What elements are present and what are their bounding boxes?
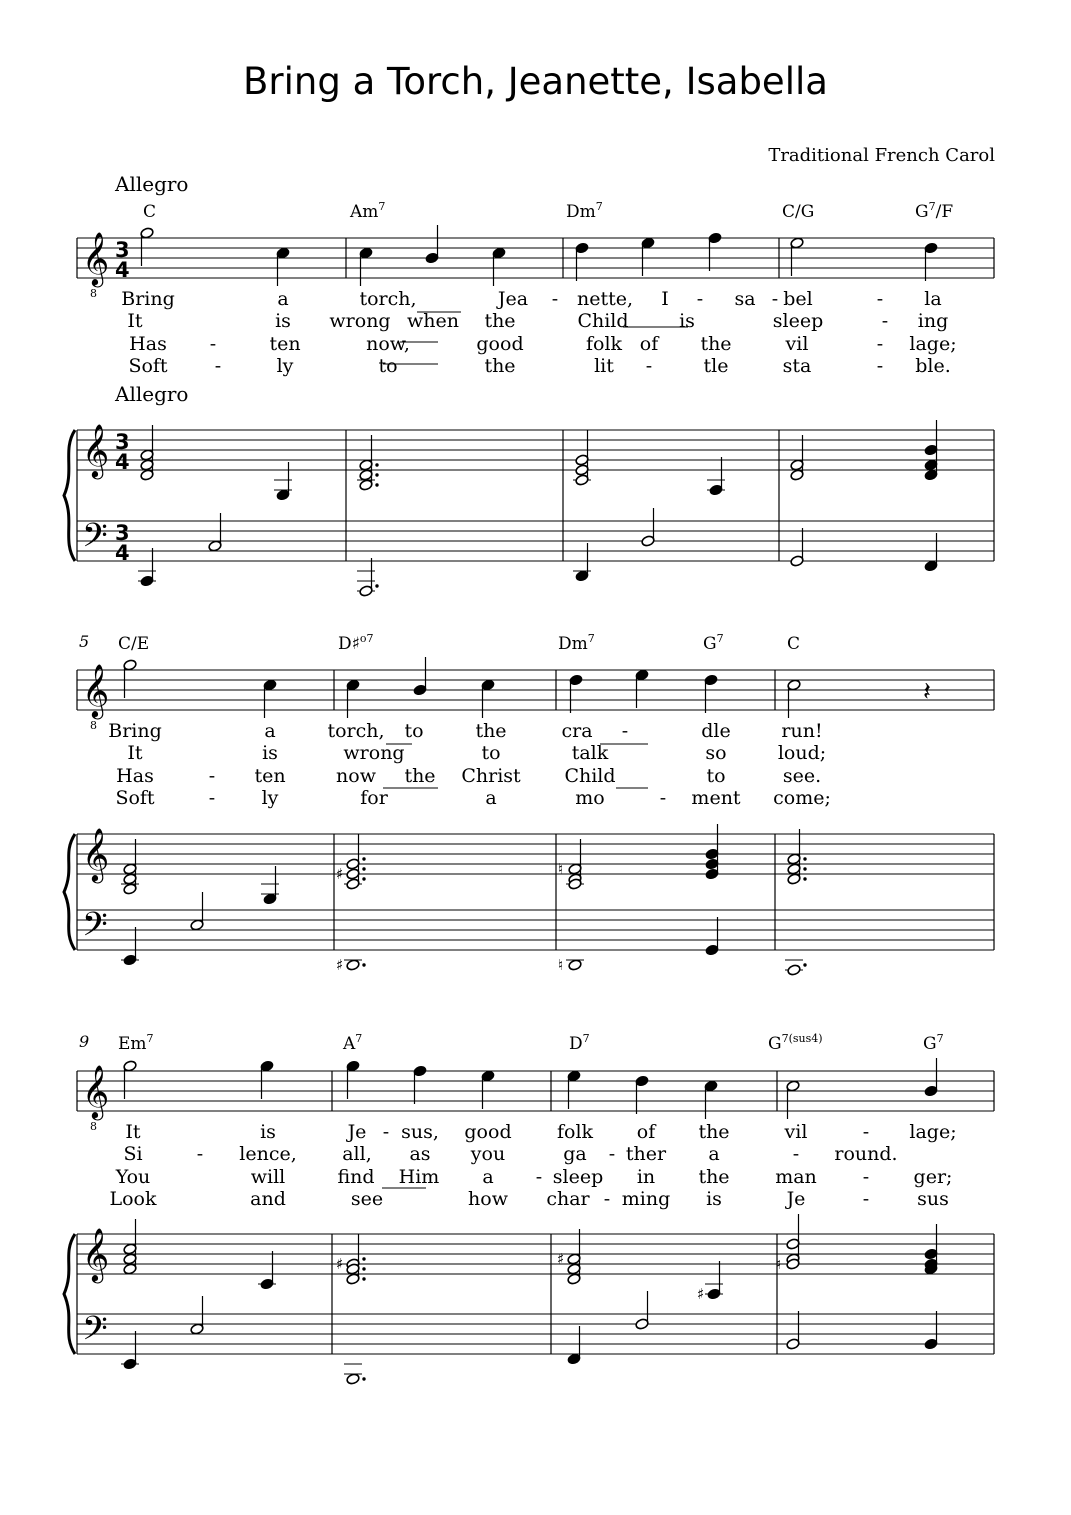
lyric-syllable: is bbox=[260, 1121, 276, 1143]
lyric-syllable: now, bbox=[366, 333, 410, 355]
lyric-syllable: the bbox=[404, 765, 436, 787]
sharp-accidental: ♯ bbox=[336, 1255, 344, 1273]
lyric-syllable: You bbox=[115, 1166, 151, 1188]
lyric-syllable: lage; bbox=[909, 1121, 957, 1143]
lyric-syllable: ly bbox=[276, 355, 294, 377]
lyric-syllable: I bbox=[661, 288, 669, 310]
note-head bbox=[787, 964, 801, 976]
lyric-syllable: dle bbox=[701, 720, 731, 742]
lyric-syllable: - bbox=[792, 1143, 800, 1165]
lyric-syllable: folk bbox=[585, 333, 623, 355]
lyric-syllable: is bbox=[679, 310, 695, 332]
lyric-syllable: the bbox=[484, 355, 516, 377]
lyric-syllable: - bbox=[551, 288, 559, 310]
lyric-syllable: Jea bbox=[497, 288, 529, 310]
tempo-marking-vocal: Allegro bbox=[115, 172, 189, 196]
lyric-syllable: lence, bbox=[239, 1143, 297, 1165]
octave-eight-marker: 8 bbox=[90, 287, 97, 300]
chord-symbol: Dm$^7$ bbox=[566, 200, 603, 222]
treble-clef-icon: 𝄞 bbox=[82, 1227, 110, 1281]
augmentation-dot bbox=[375, 483, 378, 486]
lyric-syllable: - bbox=[214, 355, 222, 377]
lyric-syllable: the bbox=[475, 720, 507, 742]
lyric-syllable: for bbox=[360, 787, 388, 809]
grand-staff-brace bbox=[64, 430, 75, 561]
chord-symbol: $A^7$ bbox=[343, 1032, 363, 1054]
lyric-syllable: sleep bbox=[772, 310, 824, 332]
lyric-syllable: is bbox=[275, 310, 291, 332]
measure-number-9: 9 bbox=[79, 1032, 90, 1051]
lyric-syllable: the bbox=[698, 1121, 730, 1143]
lyric-syllable: - bbox=[209, 333, 217, 355]
note-head bbox=[346, 1373, 360, 1385]
lyric-syllable: - bbox=[382, 1121, 390, 1143]
augmentation-dot bbox=[803, 857, 806, 860]
lyric-syllable: wrong bbox=[343, 742, 405, 764]
measure-number-5: 5 bbox=[79, 632, 90, 651]
lyric-syllable: bel bbox=[783, 288, 813, 310]
chord-symbol: $G^7$ bbox=[923, 1032, 944, 1054]
lyric-syllable: - bbox=[659, 787, 667, 809]
lyric-syllable: to bbox=[404, 720, 424, 742]
chord-symbol: C/E bbox=[118, 634, 150, 654]
lyric-syllable: a bbox=[482, 1166, 494, 1188]
treble-clef-icon: 𝄞 bbox=[82, 231, 110, 285]
treble-clef-icon: 𝄞 bbox=[82, 1064, 110, 1118]
lyric-syllable: Has bbox=[129, 333, 167, 355]
lyric-syllable: sta bbox=[782, 355, 812, 377]
lyric-syllable: now bbox=[336, 765, 376, 787]
composer-credit: Traditional French Carol bbox=[768, 145, 995, 166]
lyric-syllable: ming bbox=[621, 1188, 671, 1210]
lyric-syllable: a bbox=[277, 288, 289, 310]
lyric-syllable: - bbox=[876, 355, 884, 377]
chord-symbol: C/G bbox=[782, 202, 815, 222]
lyric-syllable: - bbox=[862, 1166, 870, 1188]
lyric-syllable: lage; bbox=[909, 333, 957, 355]
sharp-accidental: ♯ bbox=[697, 1285, 705, 1303]
lyric-syllable: good bbox=[476, 333, 524, 355]
lyric-syllable: ten bbox=[254, 765, 286, 787]
chord-symbol: $G^7$ bbox=[703, 632, 724, 654]
lyric-syllable: a bbox=[264, 720, 276, 742]
chord-symbol: $D^7$ bbox=[569, 1032, 590, 1054]
lyric-syllable: Child bbox=[577, 310, 629, 332]
lyric-syllable: vil bbox=[785, 333, 809, 355]
lyric-syllable: Si bbox=[123, 1143, 143, 1165]
augmentation-dot bbox=[375, 473, 378, 476]
augmentation-dot bbox=[803, 963, 806, 966]
lyric-syllable: and bbox=[250, 1188, 286, 1210]
lyric-syllable: the bbox=[484, 310, 516, 332]
chord-symbol: D♯$^{o7}$ bbox=[338, 632, 374, 654]
lyric-syllable: - bbox=[862, 1188, 870, 1210]
sharp-accidental: ♯ bbox=[336, 865, 344, 883]
lyric-syllable: in bbox=[636, 1166, 656, 1188]
chord-symbol: C bbox=[143, 202, 157, 222]
lyric-syllable: as bbox=[409, 1143, 431, 1165]
lyric-syllable: - bbox=[208, 787, 216, 809]
time-signature-bottom: 4 bbox=[115, 450, 130, 474]
lyric-syllable: a bbox=[485, 787, 497, 809]
lyric-syllable: ly bbox=[261, 787, 279, 809]
chord-symbol: Dm$^7$ bbox=[558, 632, 595, 654]
lyric-syllable: good bbox=[464, 1121, 512, 1143]
lyric-syllable: torch, bbox=[327, 720, 385, 742]
augmentation-dot bbox=[362, 1377, 365, 1380]
chord-symbol: C bbox=[787, 634, 801, 654]
grand-staff-brace bbox=[64, 834, 75, 950]
lyric-syllable: Bring bbox=[121, 288, 175, 310]
lyric-syllable: all, bbox=[342, 1143, 372, 1165]
lyric-syllable: torch, bbox=[359, 288, 417, 310]
lyric-syllable: - bbox=[771, 288, 779, 310]
lyric-syllable: Has bbox=[116, 765, 154, 787]
treble-clef-icon: 𝄞 bbox=[82, 663, 110, 717]
lyric-syllable: It bbox=[125, 1121, 141, 1143]
lyric-syllable: ther bbox=[625, 1143, 667, 1165]
bass-clef-icon: 𝄢 bbox=[82, 1310, 108, 1356]
lyric-syllable: tle bbox=[703, 355, 729, 377]
augmentation-dot bbox=[362, 857, 365, 860]
treble-clef-icon: 𝄞 bbox=[82, 423, 110, 477]
lyric-syllable: will bbox=[250, 1166, 286, 1188]
lyric-syllable: to bbox=[706, 765, 726, 787]
lyric-syllable: ten bbox=[269, 333, 301, 355]
note-head bbox=[568, 959, 582, 971]
bass-clef-icon: 𝄢 bbox=[82, 517, 108, 563]
lyric-syllable: how bbox=[468, 1188, 508, 1210]
lyric-syllable: ing bbox=[917, 310, 949, 332]
chord-symbol: Em$^7$ bbox=[118, 1032, 154, 1054]
augmentation-dot bbox=[362, 963, 365, 966]
lyric-syllable: - bbox=[535, 1166, 543, 1188]
lyric-syllable: run! bbox=[781, 720, 823, 742]
lyric-syllable: ger; bbox=[913, 1166, 953, 1188]
lyric-syllable: Je bbox=[347, 1121, 367, 1143]
augmentation-dot bbox=[362, 877, 365, 880]
time-signature-bottom: 4 bbox=[115, 258, 130, 282]
natural-accidental: ♮ bbox=[558, 860, 564, 878]
lyric-syllable: of bbox=[636, 1121, 656, 1143]
sharp-accidental: ♯ bbox=[557, 1250, 565, 1268]
lyric-syllable: - bbox=[208, 765, 216, 787]
lyric-syllable: the bbox=[698, 1166, 730, 1188]
lyric-syllable: It bbox=[127, 310, 143, 332]
time-signature-top: 3 bbox=[115, 521, 130, 545]
lyric-syllable: - bbox=[696, 288, 704, 310]
lyric-syllable: - bbox=[608, 1143, 616, 1165]
lyric-syllable: ment bbox=[691, 787, 741, 809]
lyric-syllable: the bbox=[700, 333, 732, 355]
lyric-syllable: nette, bbox=[576, 288, 634, 310]
lyric-syllable: - bbox=[876, 333, 884, 355]
lyric-syllable: Bring bbox=[108, 720, 162, 742]
lyric-syllable: Je bbox=[786, 1188, 806, 1210]
lyric-syllable: find bbox=[337, 1166, 375, 1188]
chord-symbol: $G^{7(sus4)}$ bbox=[768, 1032, 823, 1054]
lyric-syllable: - bbox=[645, 355, 653, 377]
lyric-syllable: la bbox=[924, 288, 942, 310]
octave-eight-marker: 8 bbox=[90, 1120, 97, 1133]
treble-clef-icon: 𝄞 bbox=[82, 827, 110, 881]
lyric-syllable: folk bbox=[556, 1121, 594, 1143]
tempo-marking-piano: Allegro bbox=[115, 382, 189, 406]
augmentation-dot bbox=[362, 1267, 365, 1270]
lyric-syllable: to bbox=[378, 355, 398, 377]
lyric-syllable: sa bbox=[734, 288, 756, 310]
lyric-syllable: so bbox=[705, 742, 727, 764]
lyric-syllable: wrong bbox=[329, 310, 391, 332]
lyric-syllable: come; bbox=[773, 787, 831, 809]
quarter-rest-icon: 𝄽 bbox=[923, 677, 931, 707]
augmentation-dot bbox=[362, 1277, 365, 1280]
lyric-syllable: vil bbox=[784, 1121, 808, 1143]
augmentation-dot bbox=[362, 1257, 365, 1260]
lyric-syllable: to bbox=[481, 742, 501, 764]
lyric-syllable: sus, bbox=[401, 1121, 439, 1143]
natural-accidental: ♮ bbox=[776, 1255, 782, 1273]
lyric-syllable: sus bbox=[917, 1188, 949, 1210]
lyric-syllable: a bbox=[708, 1143, 720, 1165]
lyric-syllable: talk bbox=[571, 742, 609, 764]
lyric-syllable: It bbox=[127, 742, 143, 764]
lyric-syllable: round. bbox=[834, 1143, 898, 1165]
lyric-syllable: ble. bbox=[915, 355, 951, 377]
lyric-syllable: Look bbox=[109, 1188, 157, 1210]
lyric-syllable: lit bbox=[594, 355, 614, 377]
augmentation-dot bbox=[803, 867, 806, 870]
chord-symbol: Am$^7$ bbox=[350, 200, 386, 222]
natural-accidental: ♮ bbox=[558, 956, 564, 974]
lyric-syllable: when bbox=[407, 310, 459, 332]
note-head bbox=[346, 959, 360, 971]
lyric-syllable: ga bbox=[563, 1143, 587, 1165]
lyric-syllable: char bbox=[546, 1188, 590, 1210]
octave-eight-marker: 8 bbox=[90, 719, 97, 732]
lyric-syllable: - bbox=[621, 720, 629, 742]
augmentation-dot bbox=[375, 463, 378, 466]
lyric-syllable: - bbox=[876, 288, 884, 310]
augmentation-dot bbox=[803, 877, 806, 880]
lyric-syllable: see bbox=[350, 1188, 384, 1210]
lyric-syllable: Him bbox=[398, 1166, 440, 1188]
lyric-syllable: mo bbox=[575, 787, 605, 809]
lyric-syllable: - bbox=[862, 1121, 870, 1143]
augmentation-dot bbox=[362, 867, 365, 870]
lyric-syllable: see. bbox=[782, 765, 822, 787]
time-signature-bottom: 4 bbox=[115, 541, 130, 565]
augmentation-dot bbox=[375, 584, 378, 587]
lyric-syllable: Christ bbox=[461, 765, 521, 787]
lyric-syllable: cra bbox=[561, 720, 593, 742]
chord-symbol: $G^7/F$ bbox=[915, 200, 954, 222]
time-signature-top: 3 bbox=[115, 238, 130, 262]
lyric-syllable: - bbox=[881, 310, 889, 332]
page-title: Bring a Torch, Jeanette, Isabella bbox=[243, 60, 828, 103]
lyric-syllable: Child bbox=[564, 765, 616, 787]
lyric-syllable: Soft bbox=[115, 787, 155, 809]
lyric-syllable: sleep bbox=[552, 1166, 604, 1188]
lyric-syllable: Soft bbox=[128, 355, 168, 377]
sharp-accidental: ♯ bbox=[336, 956, 344, 974]
lyric-syllable: - bbox=[196, 1143, 204, 1165]
lyric-syllable: of bbox=[639, 333, 659, 355]
time-signature-top: 3 bbox=[115, 430, 130, 454]
lyric-syllable: - bbox=[603, 1188, 611, 1210]
lyric-syllable: is bbox=[262, 742, 278, 764]
lyric-syllable: man bbox=[775, 1166, 817, 1188]
lyric-syllable: loud; bbox=[777, 742, 827, 764]
lyric-syllable: is bbox=[706, 1188, 722, 1210]
bass-clef-icon: 𝄢 bbox=[82, 906, 108, 952]
grand-staff-brace bbox=[64, 1234, 75, 1354]
lyric-syllable: you bbox=[470, 1143, 506, 1165]
